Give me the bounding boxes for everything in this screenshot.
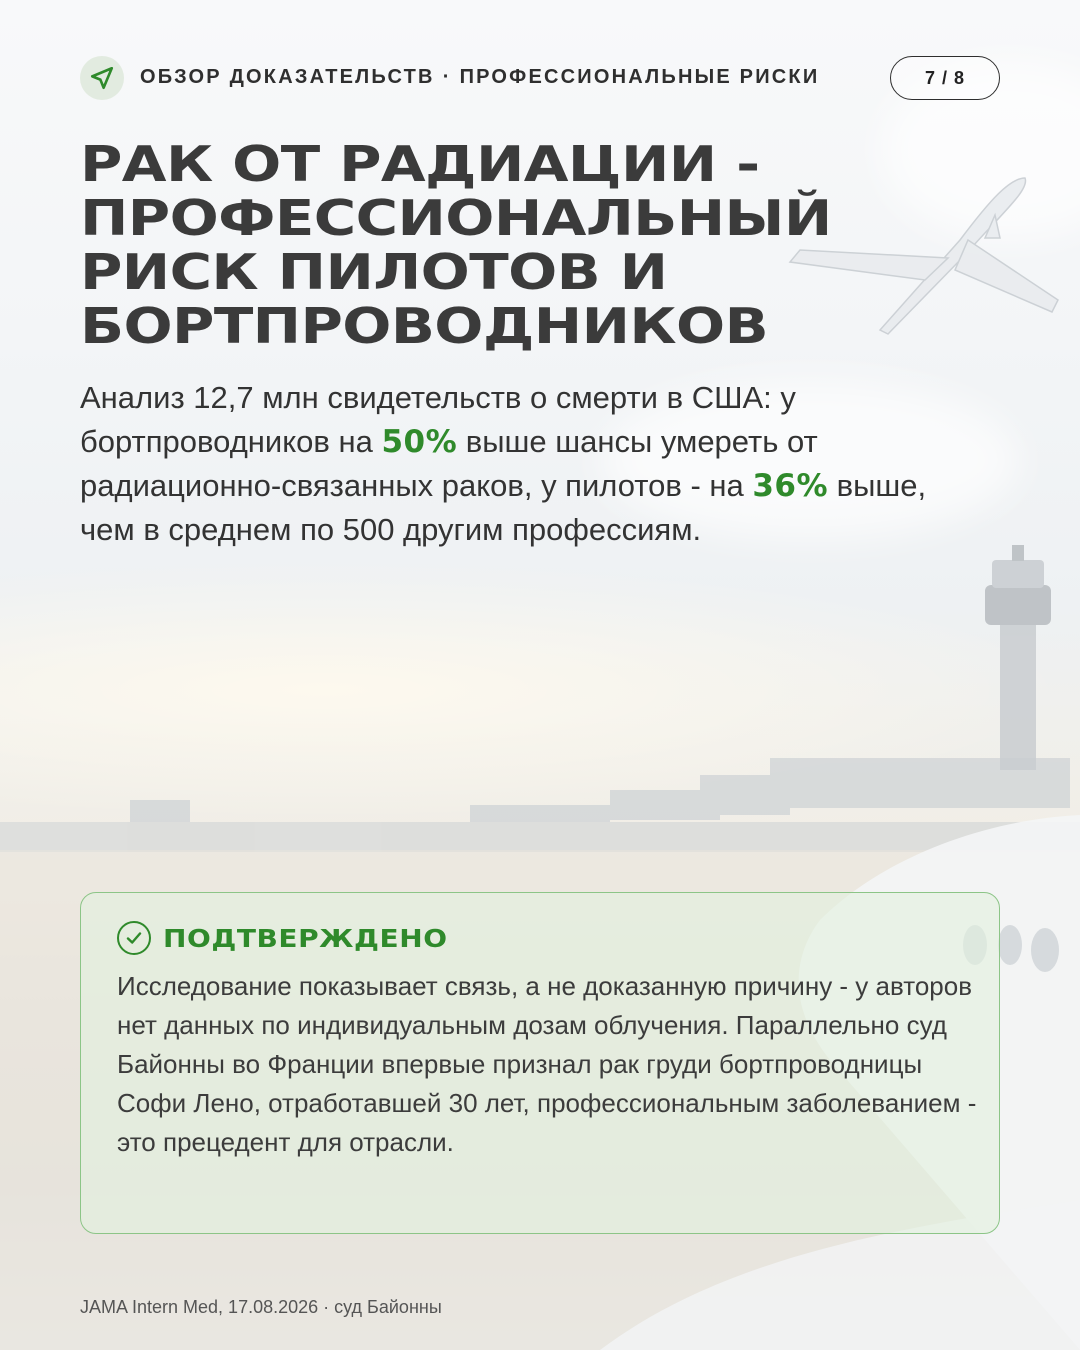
verdict-text: Исследование показывает связь, а не доказанную причину - у авторов нет данных по индивидуальным дозам облучения. Параллельно суд Байонны во Франции впервые признал рак груди бортпроводницы Софи Лено, отработавшей 30 лет, профессиональным заболеванием - это прецедент для отрасли. [117, 971, 977, 1157]
source-citation: JAMA Intern Med, 17.08.2026 · суд Байонны [80, 1297, 442, 1317]
control-tower [985, 545, 1051, 770]
check-mark [125, 929, 143, 947]
title-line: БОРТПРОВОДНИКОВ [80, 298, 769, 355]
verdict-header [117, 921, 963, 955]
header-category: ПРОФЕССИОНАЛЬНЫЕ РИСКИ [459, 66, 820, 88]
page-title [80, 138, 1080, 354]
header-separator: · [442, 66, 452, 88]
title-line: ПРОФЕССИОНАЛЬНЫЙ [80, 190, 832, 247]
header-section: ОБЗОР ДОКАЗАТЕЛЬСТВ [140, 66, 435, 88]
lead-paragraph [80, 376, 980, 552]
verdict-label: ПОДТВЕРЖДЕНО [163, 923, 448, 953]
check-circle-icon [117, 921, 151, 955]
page-indicator: 7 / 8 [890, 56, 1000, 100]
title-line: РАК ОТ РАДИАЦИИ - [80, 136, 760, 193]
highlight-percent-pilots: 36% [752, 468, 829, 504]
lead-text: выше шансы умереть от радиационно-связанных раков, у пилотов - на [80, 424, 818, 503]
lead-text: Анализ 12,7 млн свидетельств о смерти в США: у бортпроводников на [80, 380, 796, 459]
header-breadcrumb [140, 66, 819, 89]
highlight-percent-flight-attendants: 50% [381, 424, 458, 460]
verdict-card [80, 892, 1000, 1234]
title-line: РИСК ПИЛОТОВ И [80, 244, 668, 301]
brand-logo [80, 56, 124, 100]
navigation-arrow-icon [89, 65, 115, 91]
lead-text: выше, чем в среднем по 500 другим профессиям. [80, 468, 927, 547]
